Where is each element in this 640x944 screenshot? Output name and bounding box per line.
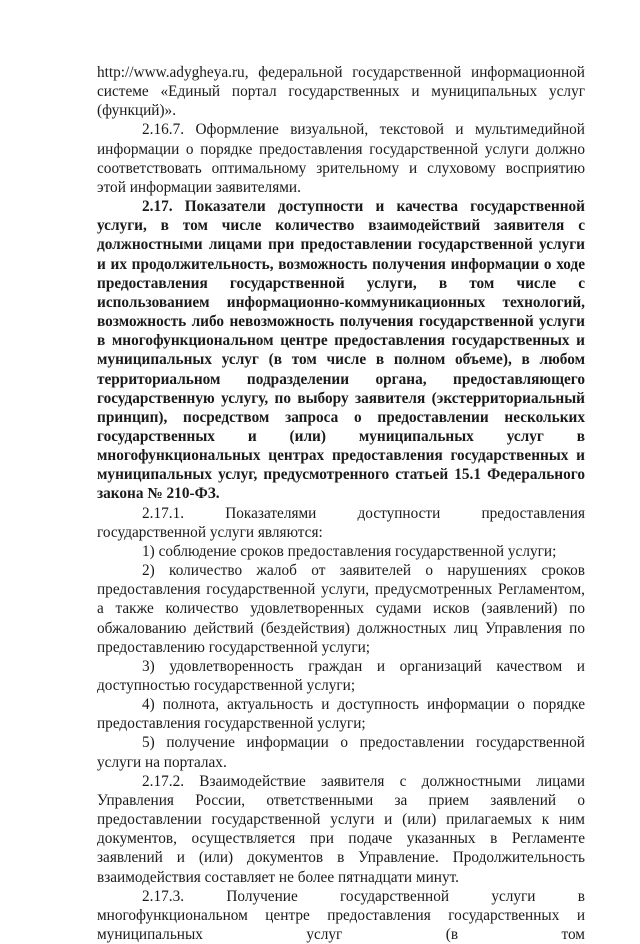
paragraph-2-17-1: 2.17.1. Показателями доступности предоставления государственной услуги являются:: [97, 504, 585, 541]
list-item-3: 3) удовлетворенность граждан и организаций качеством и доступностью государственной услуги;: [97, 657, 585, 694]
paragraph-portal-list-end: http://www.adygheya.ru, федеральной государственной информационной системе «Единый портал государственных и муниципальных услуг (функций)».: [97, 64, 585, 120]
section-heading-2-17: 2.17. Показатели доступности и качества государственной услуги, в том числе количество взаимодействий заявителя с должностными лицами при предоставлении государственной услуги и их продолжительность, возможность получения информации о ходе предоставления государственной услуги, в том числе с использованием информационно-коммуникационных технологий, возможность либо невозможность получения государственной услуги в многофункциональном центре предоставления государственных и муниципальных услуг (в том числе в полном объеме), в любом территориальном подразделении органа, предоставляющего государственную услугу, по выбору заявителя (экстерриториальный принцип), посредством запроса о предоставлении нескольких государственных и (или) муниципальных услуг в многофункциональных центрах предоставления государственных и муниципальных услуг, предусмотренного статьей 15.1 Федерального закона № 210-ФЗ.: [97, 198, 585, 503]
paragraph-2-17-2: 2.17.2. Взаимодействие заявителя с должностными лицами Управления России, ответственными за прием заявлений о предоставлении государственной услуги и (или) прилагаемых к ним документов, осуществляется при подаче указанных в Регламенте заявлений и (или) документов в Управление. Продолжительность взаимодействия составляет не более пятнадцати минут.: [97, 772, 585, 886]
paragraph-2-16-7: 2.16.7. Оформление визуальной, текстовой и мультимедийной информации о порядке предоставления государственной услуги должно соответствовать оптимальному зрительному и слуховому восприятию этой информации заявителями.: [97, 121, 585, 196]
list-item-2: 2) количество жалоб от заявителей о нарушениях сроков предоставления государственной услуги, предусмотренных Регламентом, а также количество удовлетворенных судами исков (заявлений) по обжалованию действий (бездействия) должностных лиц Управления по предоставлению государственной услуги;: [97, 562, 585, 656]
document-page: [97, 63, 585, 944]
list-item-1: 1) соблюдение сроков предоставления государственной услуги;: [142, 542, 557, 560]
list-item-4: 4) полнота, актуальность и доступность информации о порядке предоставления государственной услуги;: [97, 696, 585, 733]
paragraph-2-17-3: 2.17.3. Получение государственной услуги в многофункциональном центре предоставления государственных и муниципальных услуг (в том: [97, 887, 585, 944]
list-item-5: 5) получение информации о предоставлении государственной услуги на порталах.: [97, 734, 585, 771]
